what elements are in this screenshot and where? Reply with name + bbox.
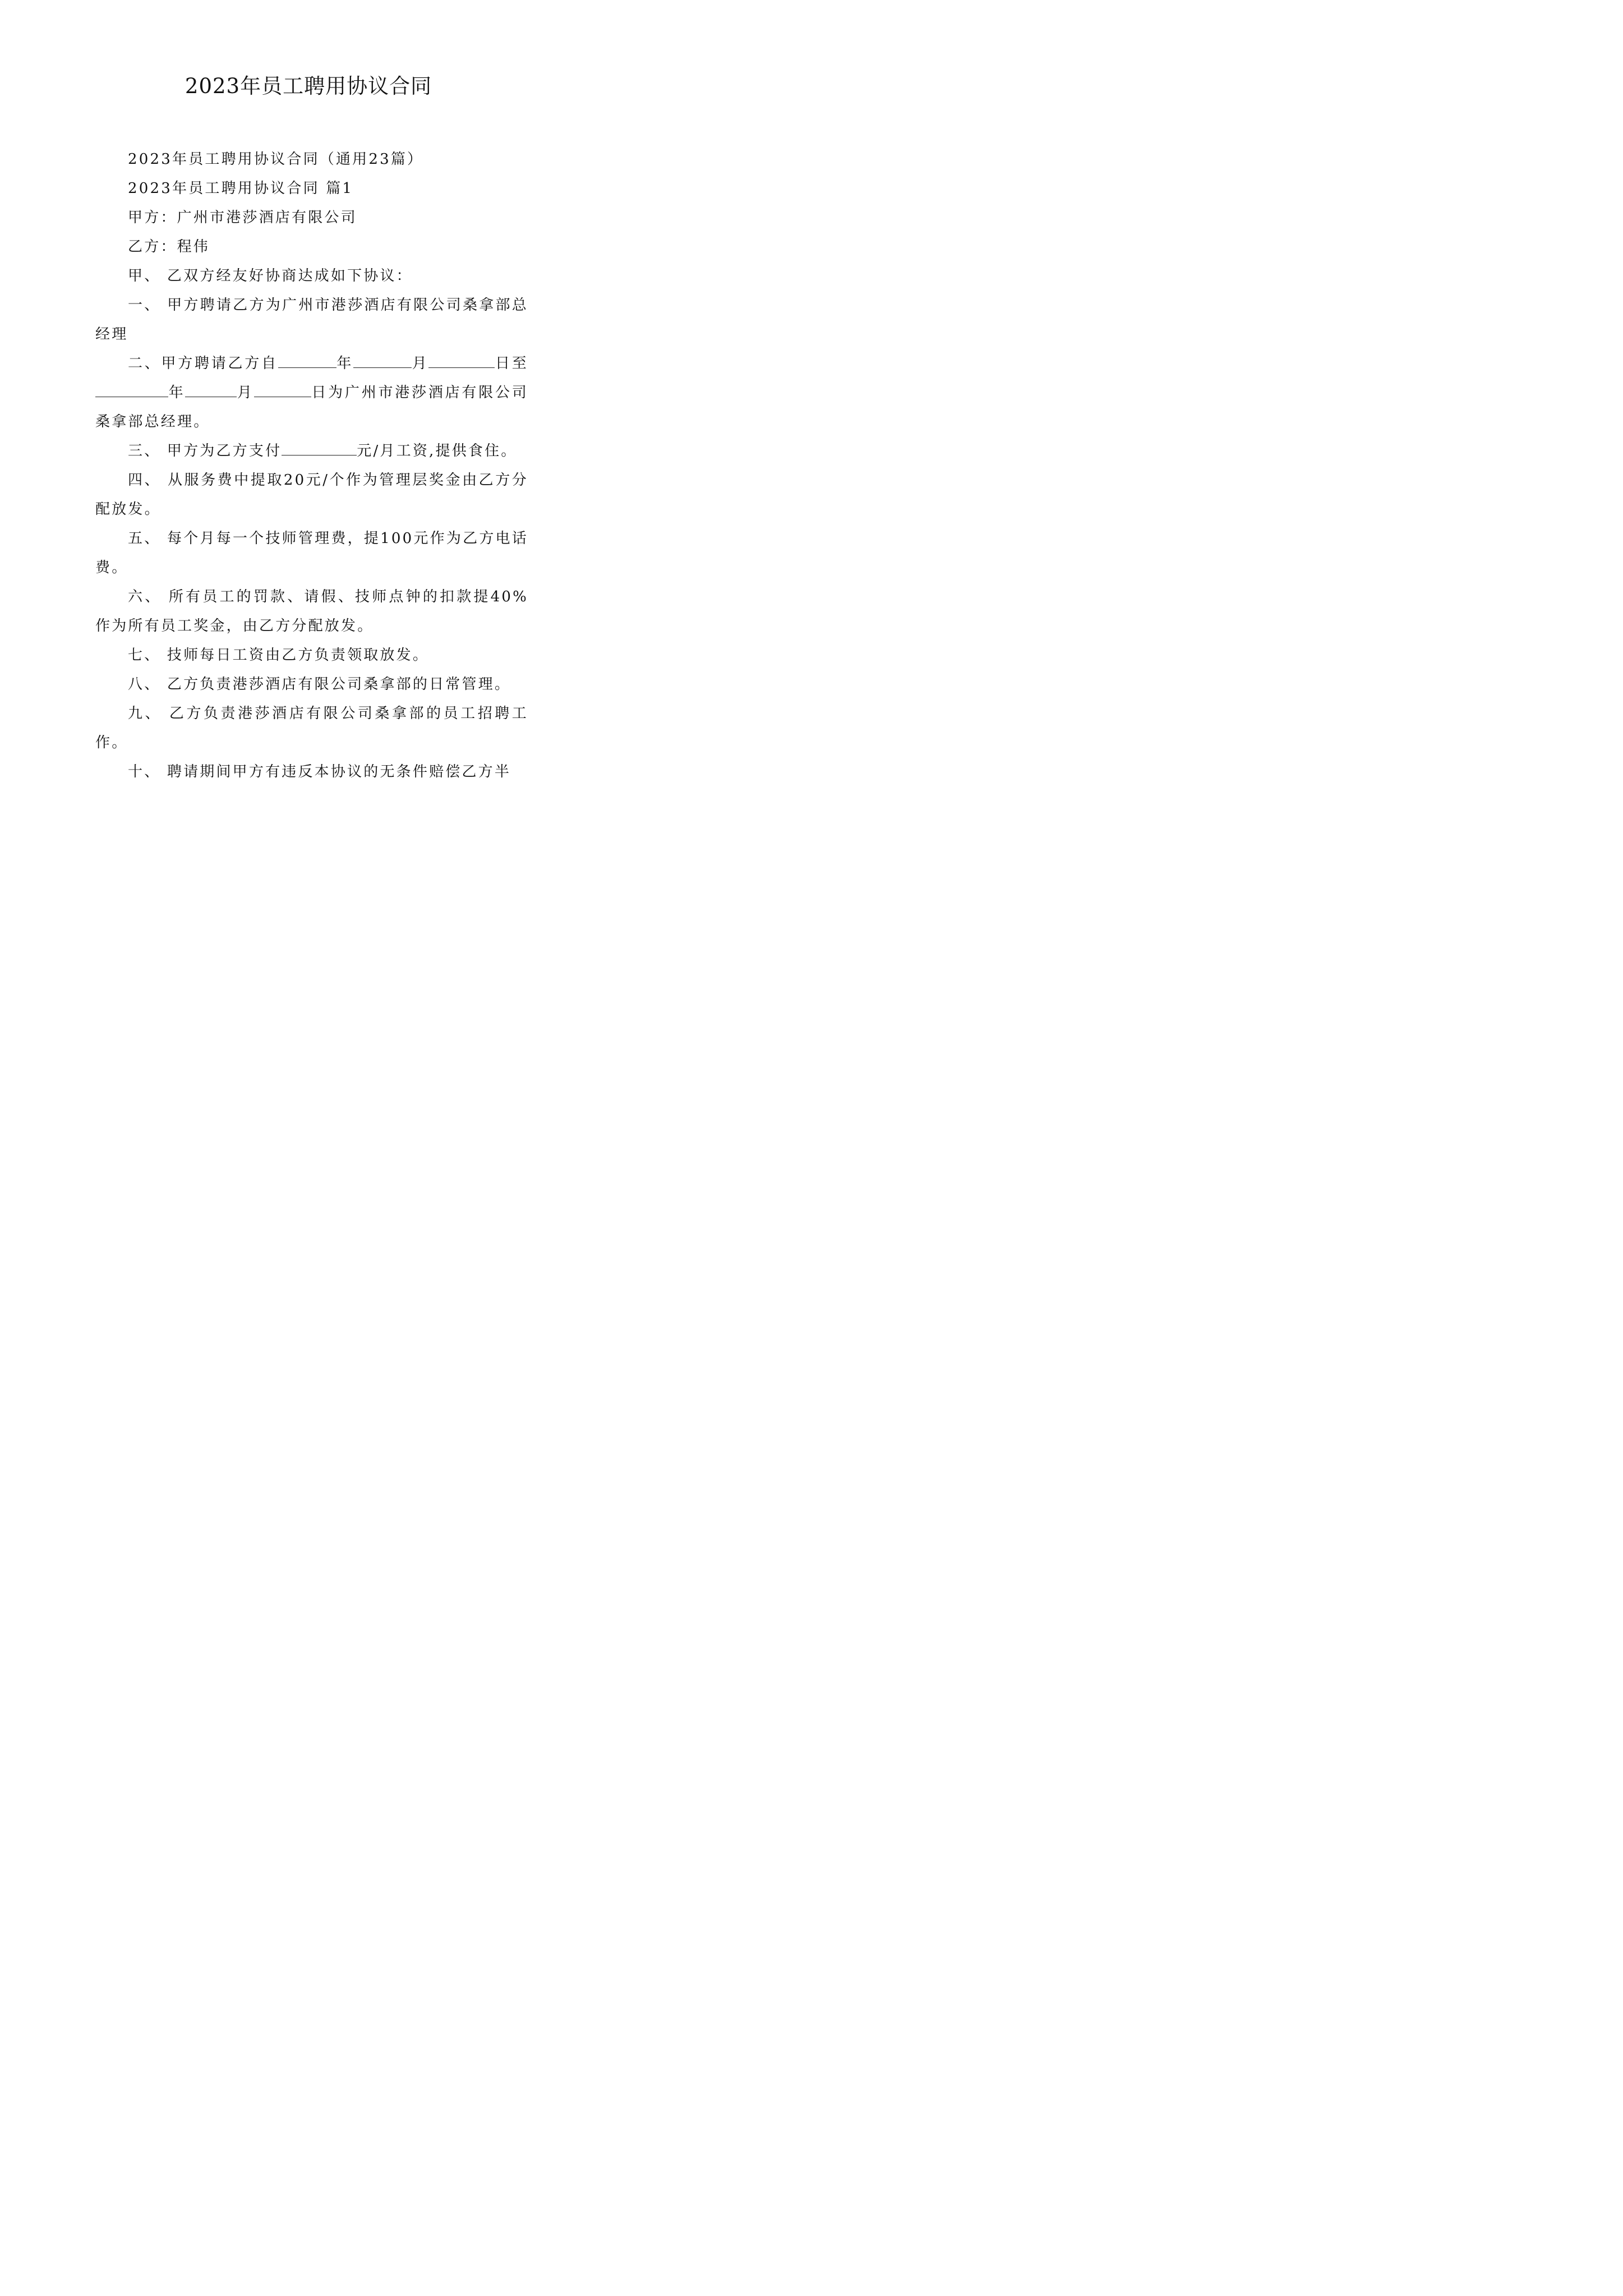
clause-3-text-end: 元/月工资,提供食住。	[357, 443, 518, 459]
section-heading: 2023年员工聘用协议合同 篇1	[128, 180, 354, 197]
end-year-blank	[95, 384, 168, 397]
end-day-blank	[254, 384, 311, 397]
document-body	[95, 145, 528, 786]
clause-2-year-label: 年	[336, 355, 354, 372]
salary-blank	[282, 443, 357, 455]
clause-2-text-end: 日为广州市港莎酒店有限公司桑拿部总经理。	[95, 384, 528, 430]
clause-4: 四、 从服务费中提取20元/个作为管理层奖金由乙方分配放发。	[95, 472, 528, 518]
clause-6: 六、 所有员工的罚款、请假、技师点钟的扣款提40%作为所有员工奖金，由乙方分配放发。	[95, 588, 528, 634]
agreement-intro: 甲、 乙双方经友好协商达成如下协议：	[128, 268, 413, 284]
clause-9: 九、 乙方负责港莎酒店有限公司桑拿部的员工招聘工作。	[95, 705, 528, 751]
clause-7: 七、 技师每日工资由乙方负责领取放发。	[128, 647, 430, 664]
document-page	[0, 0, 617, 873]
document-title: 2023年员工聘用协议合同	[185, 74, 432, 98]
end-month-blank	[185, 384, 237, 397]
clause-3	[95, 436, 528, 466]
start-year-blank	[278, 355, 336, 368]
clause-2-end-month-label: 月	[237, 384, 254, 401]
start-day-blank	[428, 355, 495, 368]
clause-2-text-start: 二、甲方聘请乙方自	[128, 355, 278, 372]
clause-2-day-to-label: 日至	[495, 355, 529, 372]
clause-1: 一、 甲方聘请乙方为广州市港莎酒店有限公司桑拿部总经理	[95, 297, 528, 343]
clause-2-month-label: 月	[412, 355, 429, 372]
clause-2	[95, 349, 528, 436]
clause-3-text-start: 三、 甲方为乙方支付	[128, 443, 282, 459]
clause-5: 五、 每个月每一个技师管理费，提100元作为乙方电话费。	[95, 530, 528, 576]
document-subtitle: 2023年员工聘用协议合同（通用23篇）	[128, 151, 424, 168]
clause-10: 十、 聘请期间甲方有违反本协议的无条件赔偿乙方半	[128, 763, 511, 780]
clause-2-end-year-label: 年	[168, 384, 186, 401]
start-month-blank	[353, 355, 412, 368]
party-a: 甲方：广州市港莎酒店有限公司	[128, 209, 357, 226]
party-b: 乙方：程伟	[128, 238, 210, 255]
clause-8: 八、 乙方负责港莎酒店有限公司桑拿部的日常管理。	[128, 676, 511, 693]
